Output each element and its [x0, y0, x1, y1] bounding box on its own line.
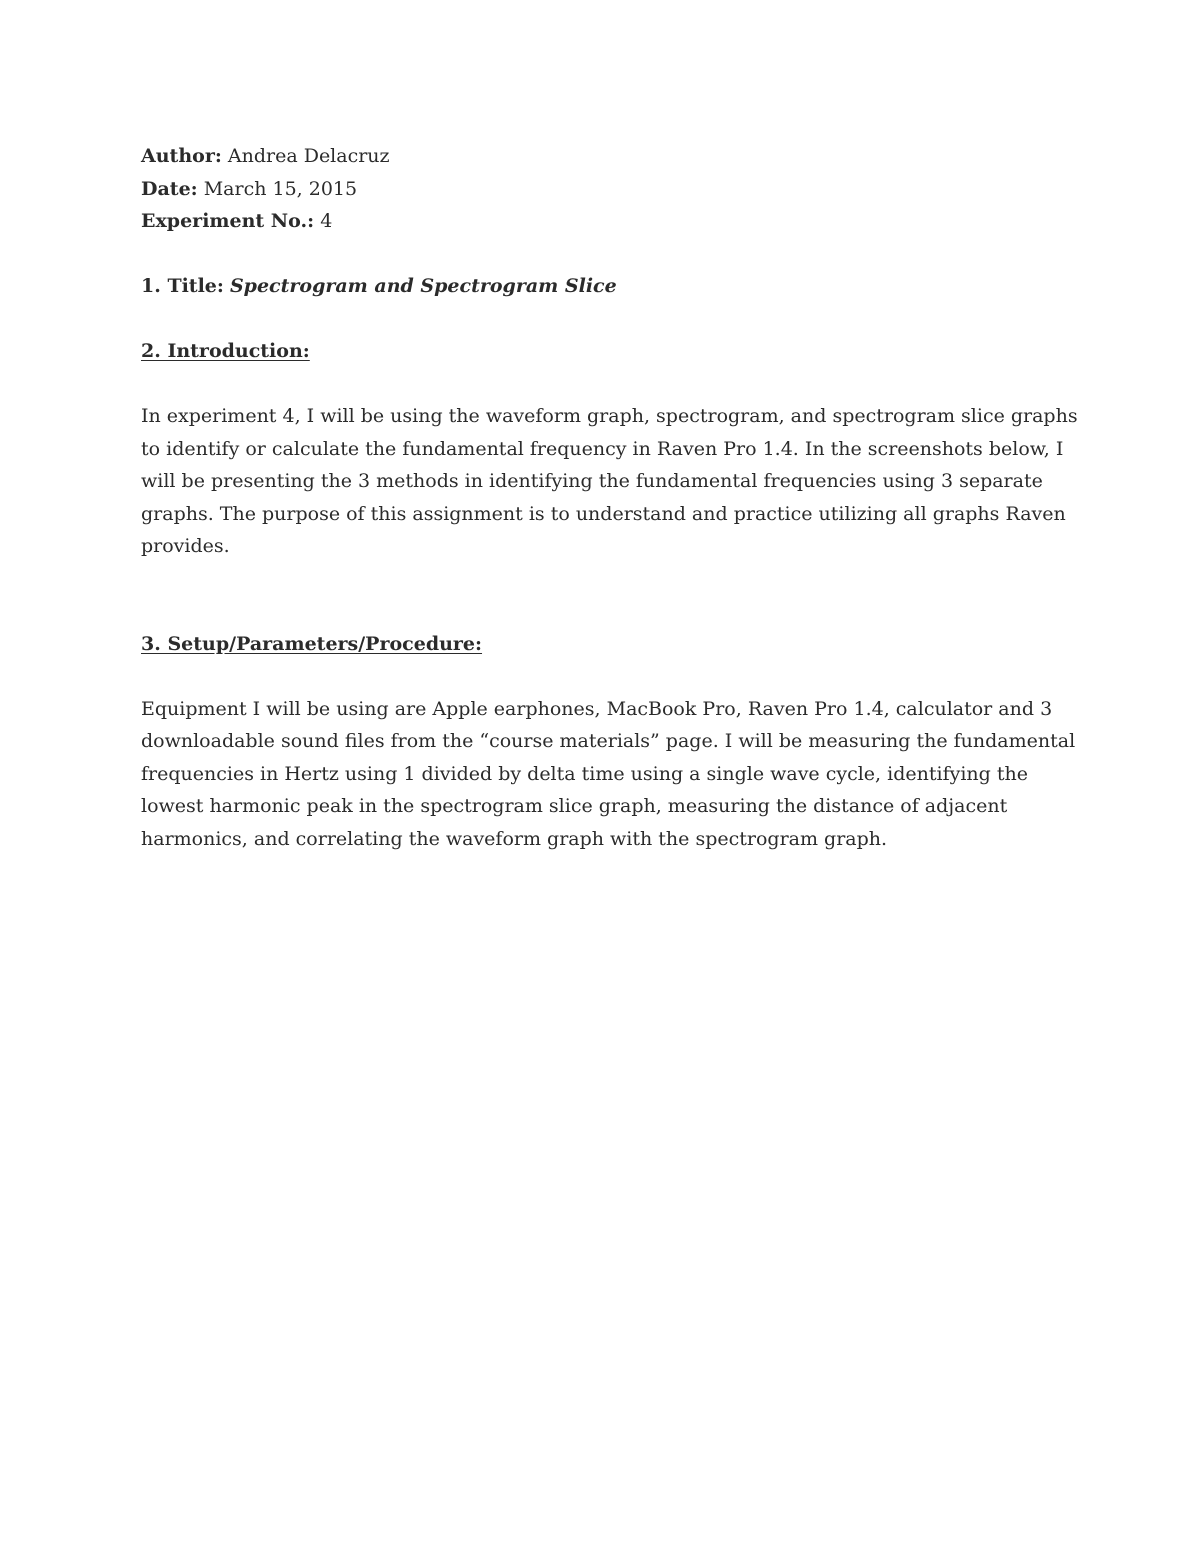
setup-paragraph — [141, 693, 1076, 856]
title-line — [141, 270, 1071, 303]
introduction-paragraph — [141, 400, 1078, 563]
author-line — [141, 140, 1071, 173]
author-label: Author: — [141, 145, 222, 167]
setup-line: Equipment I will be using are Apple earphones, MacBook Pro, Raven Pro 1.4, calculator and 3 — [141, 697, 1053, 720]
experiment-value: 4 — [320, 210, 333, 232]
document-content — [141, 140, 1078, 855]
introduction-line: In experiment 4, I will be using the waveform graph, spectrogram, and spectrogram slice graphs — [141, 405, 1078, 427]
introduction-line: graphs. The purpose of this assignment is to understand and practice utilizing all graphs Raven — [141, 502, 1066, 525]
introduction-line: provides. — [141, 535, 230, 557]
setup-line: harmonics, and correlating the waveform graph with the spectrogram graph. — [141, 827, 888, 850]
setup-heading: 3. Setup/Parameters/Procedure: — [141, 632, 483, 655]
introduction-line: to identify or calculate the fundamental frequency in Raven Pro 1.4. In the screenshots below, I — [141, 437, 1064, 460]
date-value: March 15, 2015 — [203, 177, 358, 200]
experiment-line — [141, 205, 1071, 238]
setup-line: lowest harmonic peak in the spectrogram slice graph, measuring the distance of adjacent — [141, 795, 1008, 817]
date-label: Date: — [141, 177, 198, 200]
setup-line: downloadable sound files from the “course materials” page. I will be measuring the fundamental — [141, 730, 1076, 752]
title-value: Spectrogram and Spectrogram Slice — [229, 275, 617, 297]
setup-line: frequencies in Hertz using 1 divided by delta time using a single wave cycle, identifying the — [141, 762, 1028, 785]
introduction-line: will be presenting the 3 methods in identifying the fundamental frequencies using 3 separate — [141, 470, 1043, 492]
experiment-label: Experiment No.: — [141, 210, 315, 232]
date-line — [141, 173, 1071, 206]
introduction-heading: 2. Introduction: — [141, 340, 310, 362]
author-value: Andrea Delacruz — [227, 145, 390, 167]
title-label: 1. Title: — [141, 275, 224, 297]
